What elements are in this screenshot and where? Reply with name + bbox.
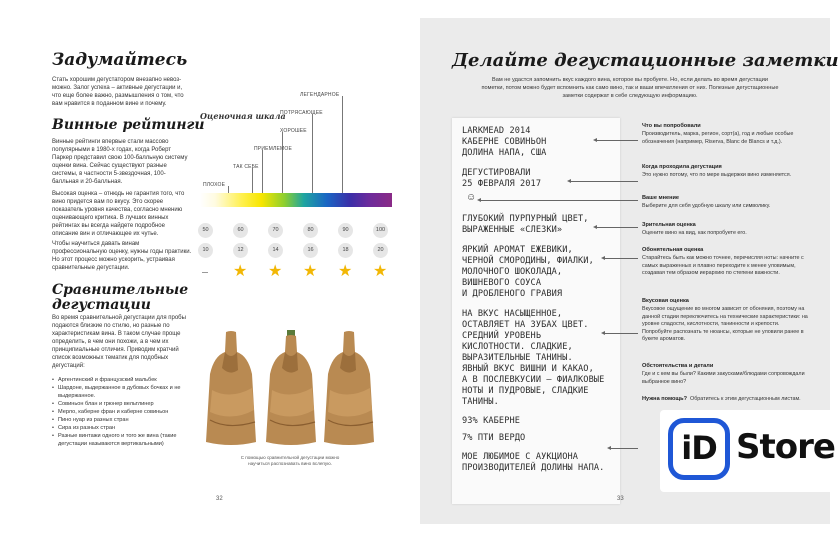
score-20-circle: 20: [373, 243, 388, 258]
star-icon: ★: [303, 263, 318, 280]
score-100-circle: 90: [338, 223, 353, 238]
pointer-arrow: [480, 200, 638, 201]
note-heading: Когда проходила дегустация: [642, 164, 722, 170]
note-heading: Обонятельная оценка: [642, 247, 704, 253]
note-body: Где и с кем вы были? Какими закусками/блюдами сопровождали выбранное вино?: [642, 371, 805, 385]
comparative-paragraph: Во время сравнительной дегустации для пробы подаются близкие по стилю, но разные по характеристикам вина. В таком случае проще определить, в чем они похожи, а в чем их принципиальные отличия. Приводим кратчий список возможных тематик для подобных дегустаций:: [52, 315, 186, 369]
handwritten-line: ГЛУБОКИЙ ПУРПУРНЫЙ ЦВЕТ,: [462, 214, 589, 224]
pointer-arrow: [570, 181, 638, 182]
handwritten-line: НА ВКУС НАСЫЩЕННОЕ,: [462, 309, 563, 319]
star-icon: ★: [268, 263, 283, 280]
handwritten-line: 7% ПТИ ВЕРДО: [462, 433, 526, 443]
handwritten-line: ТАНИНЫ.: [462, 397, 499, 407]
page-number: 32: [216, 496, 223, 502]
list-item: • Шардоне, выдержанное в дубовых бочках и не выдержанное.: [52, 384, 192, 400]
score-100-circle: 100: [373, 223, 388, 238]
handwritten-line: ВЫРАЗИТЕЛЬНЫЕ ТАНИНЫ.: [462, 353, 573, 363]
note-body: Старайтесь быть как можно точнее, перечисляя ноты: начните с самых выраженных и плавно переходите к менее уловимым, создавая тем образом иерархию по степени важности.: [642, 255, 804, 276]
handwritten-line: СРЕДНИЙ УРОВЕНЬ: [462, 331, 542, 341]
scale-label-so-so: ТАК СЕБЕ: [233, 164, 259, 170]
handwritten-line: ВИШНЕВОГО СОУСА: [462, 278, 542, 288]
rating-gradient-bar: [200, 193, 392, 207]
score-100-circle: 50: [198, 223, 213, 238]
scale-leader: [262, 150, 263, 193]
scale-label-acceptable: ПРИЕМЛЕМОЕ: [254, 146, 293, 152]
handwritten-line: МОЛОЧНОГО ШОКОЛАДА,: [462, 267, 563, 277]
page-number: 33: [617, 496, 624, 502]
page-title: Задумайтесь: [52, 50, 188, 70]
handwritten-line: НОТЫ И ПУДРОВЫЕ, СЛАДКИЕ: [462, 386, 589, 396]
tasting-themes-list: [52, 376, 192, 448]
bagged-bottles-illustration: [200, 330, 380, 450]
star-icon: ★: [233, 263, 248, 280]
score-20-circle: 16: [303, 243, 318, 258]
scale-leader: [282, 132, 283, 193]
note-heading: Зрительная оценка: [642, 222, 696, 228]
handwritten-line: МОЕ ЛЮБИМОЕ С АУКЦИОНА: [462, 452, 579, 462]
handwritten-line: LARKMEAD 2014: [462, 126, 531, 136]
handwritten-line: ПРОИЗВОДИТЕЛЕЙ ДОЛИНЫ НАПА.: [462, 463, 605, 473]
bagged-bottle-icon: [204, 330, 258, 448]
scale-label-stunning: ПОТРЯСАЮЩЕЕ: [280, 110, 323, 116]
score-100-circle: 60: [233, 223, 248, 238]
score-100-circle: 70: [268, 223, 283, 238]
intro-paragraph: Вам не удастся запомнить вкус каждого вина, которое вы пробуете. Но, если делать во время дегустации пометки, потом можно будет вспомнить как само вино, так и ваши впечатления от них. Полезные дегустационные заметки содержат в себе следующую информацию.: [481, 77, 779, 99]
handwritten-line: И ДРОБЛЕНОГО ГРАВИЯ: [462, 289, 563, 299]
note-body: Выберите для себя удобную шкалу или символику.: [642, 203, 771, 209]
handwritten-line: 93% КАБЕРНЕ: [462, 416, 521, 426]
handwritten-line: ЯВНЫЙ ВКУС ВИШНИ И КАКАО,: [462, 364, 594, 374]
score-20-circle: 12: [233, 243, 248, 258]
scale-leader: [252, 168, 253, 193]
note-heading: Ваше мнение: [642, 195, 680, 201]
handwritten-line: 25 ФЕВРАЛЯ 2017: [462, 179, 542, 189]
page-title: Делайте дегустационные заметки: [452, 50, 839, 71]
scale-label-bad: ПЛОХОЕ: [203, 182, 226, 188]
id-store-logo: [660, 410, 840, 492]
list-item: • Мерло, каберне фран и каберне совиньон: [52, 408, 192, 416]
handwritten-line: КИСЛОТНОСТИ. СЛАДКИЕ,: [462, 342, 573, 352]
store-wordmark: Store: [736, 427, 835, 467]
handwritten-line: ОСТАВЛЯЕТ НА ЗУБАХ ЦВЕТ.: [462, 320, 589, 330]
handwritten-line: ВЫРАЖЕННЫЕ «СЛЕЗКИ»: [462, 225, 563, 235]
scale-leader: [342, 96, 343, 193]
note-body: Обратитесь к этим дегустационным листам.: [690, 396, 801, 402]
note-heading: Вкусовая оценка: [642, 298, 689, 304]
note-body: Оцените вино на вид, как попробуете его.: [642, 230, 747, 236]
ratings-paragraph-1: Винные рейтинги впервые стали массово популярными в 1980-х годах, когда Роберт Паркер представил свою 100-балльную систему оценки вина. Сейчас существуют разные системы, в частности 5-звездочная, 100-балльная и 20-балльная.: [52, 139, 188, 185]
list-item: • Сира из разных стран: [52, 424, 192, 432]
ratings-paragraph-2: Высокая оценка – отнюдь не гарантия того, что вино придется вам по вкусу. Это скорее показатель уровня качества, согласно мнению оценивающего критика. В лучших винных рейтингах вы всегда найдете подробное описание вин и отличающее их чутье.: [52, 191, 185, 237]
handwritten-line: ЯРКИЙ АРОМАТ ЕЖЕВИКИ,: [462, 245, 573, 255]
pointer-arrow: [604, 333, 638, 334]
note-body: Это нужно потому, что по мере выдержки вино изменяется.: [642, 172, 792, 178]
scale-label-good: ХОРОШЕЕ: [280, 128, 307, 134]
note-heading: Нужна помощь?: [642, 396, 688, 402]
score-100-circle: 80: [303, 223, 318, 238]
pointer-arrow: [610, 448, 638, 449]
note-heading: Что вы попробовали: [642, 123, 701, 129]
note-body: Производитель, марка, регион, сорт(а), год и любые особые обозначения (например, Riserva, Blanc de Blancs и т.д.).: [642, 131, 794, 145]
pointer-arrow: [604, 258, 638, 259]
pointer-arrow: [596, 140, 638, 141]
comparative-heading: Сравнительные дегустации: [52, 282, 189, 313]
illustration-caption: С помощью сравнительной дегустации можно научиться распознавать вино вслепую.: [240, 455, 340, 466]
pointer-arrow: [596, 227, 638, 228]
bagged-bottle-icon: [264, 330, 318, 448]
score-20-circle: 18: [338, 243, 353, 258]
handwritten-line: КАБЕРНЕ СОВИНЬОН: [462, 137, 547, 147]
smiley-icon: ☺: [466, 192, 477, 203]
note-body: Вкусовое ощущение во многом зависит от обоняния, поэтому на данной стадии переключитесь на технические характеристики: на уровне сладости, кислотности, танинности и крепости. Попробуйте распознать те нюансы, которые не уловили ранее в букете ароматов.: [642, 306, 808, 342]
list-item: • Совиньон блан и грюнер вельтлинер: [52, 400, 192, 408]
scale-leader: [228, 186, 229, 193]
ratings-paragraph-3: Чтобы научиться давать винам профессиональную оценку, нужны годы практики. Но этот процесс можно ускорить, устраивая сравнительные дегустации.: [52, 241, 192, 271]
star-icon: ★: [373, 263, 388, 280]
ratings-heading: Винные рейтинги: [52, 117, 205, 133]
list-item: • Аргентинский и французский мальбек: [52, 376, 192, 384]
scale-title: Оценочная шкала: [200, 111, 286, 121]
handwritten-line: ЧЕРНОЙ СМОРОДИНЫ, ФИАЛКИ,: [462, 256, 594, 266]
id-logo-mark: iD: [668, 418, 730, 480]
scale-leader: [312, 114, 313, 193]
handwritten-line: ДОЛИНА НАПА, США: [462, 148, 547, 158]
score-20-circle: 14: [268, 243, 283, 258]
no-star-dash: [202, 272, 208, 273]
scale-label-legendary: ЛЕГЕНДАРНОЕ: [300, 92, 340, 98]
bagged-bottle-icon: [322, 330, 376, 448]
list-item: • Пино нуар из разных стран: [52, 416, 192, 424]
handwritten-line: А В ПОСЛЕВКУСИИ – ФИАЛКОВЫЕ: [462, 375, 605, 385]
intro-paragraph: Стать хорошим дегустатором внезапно невоз-можно. Залог успеха – активные дегустации и, что еще более важно, размышления о том, что вам нравится в пoданном вине и почему.: [52, 77, 184, 107]
score-20-circle: 10: [198, 243, 213, 258]
list-item: • Разные винтажи одного и того же вина (такие дегустации называются вертикальными): [52, 432, 192, 448]
note-heading: Обстоятельства и детали: [642, 363, 714, 369]
star-icon: ★: [338, 263, 353, 280]
handwritten-line: ДЕГУСТИРОВАЛИ: [462, 168, 531, 178]
